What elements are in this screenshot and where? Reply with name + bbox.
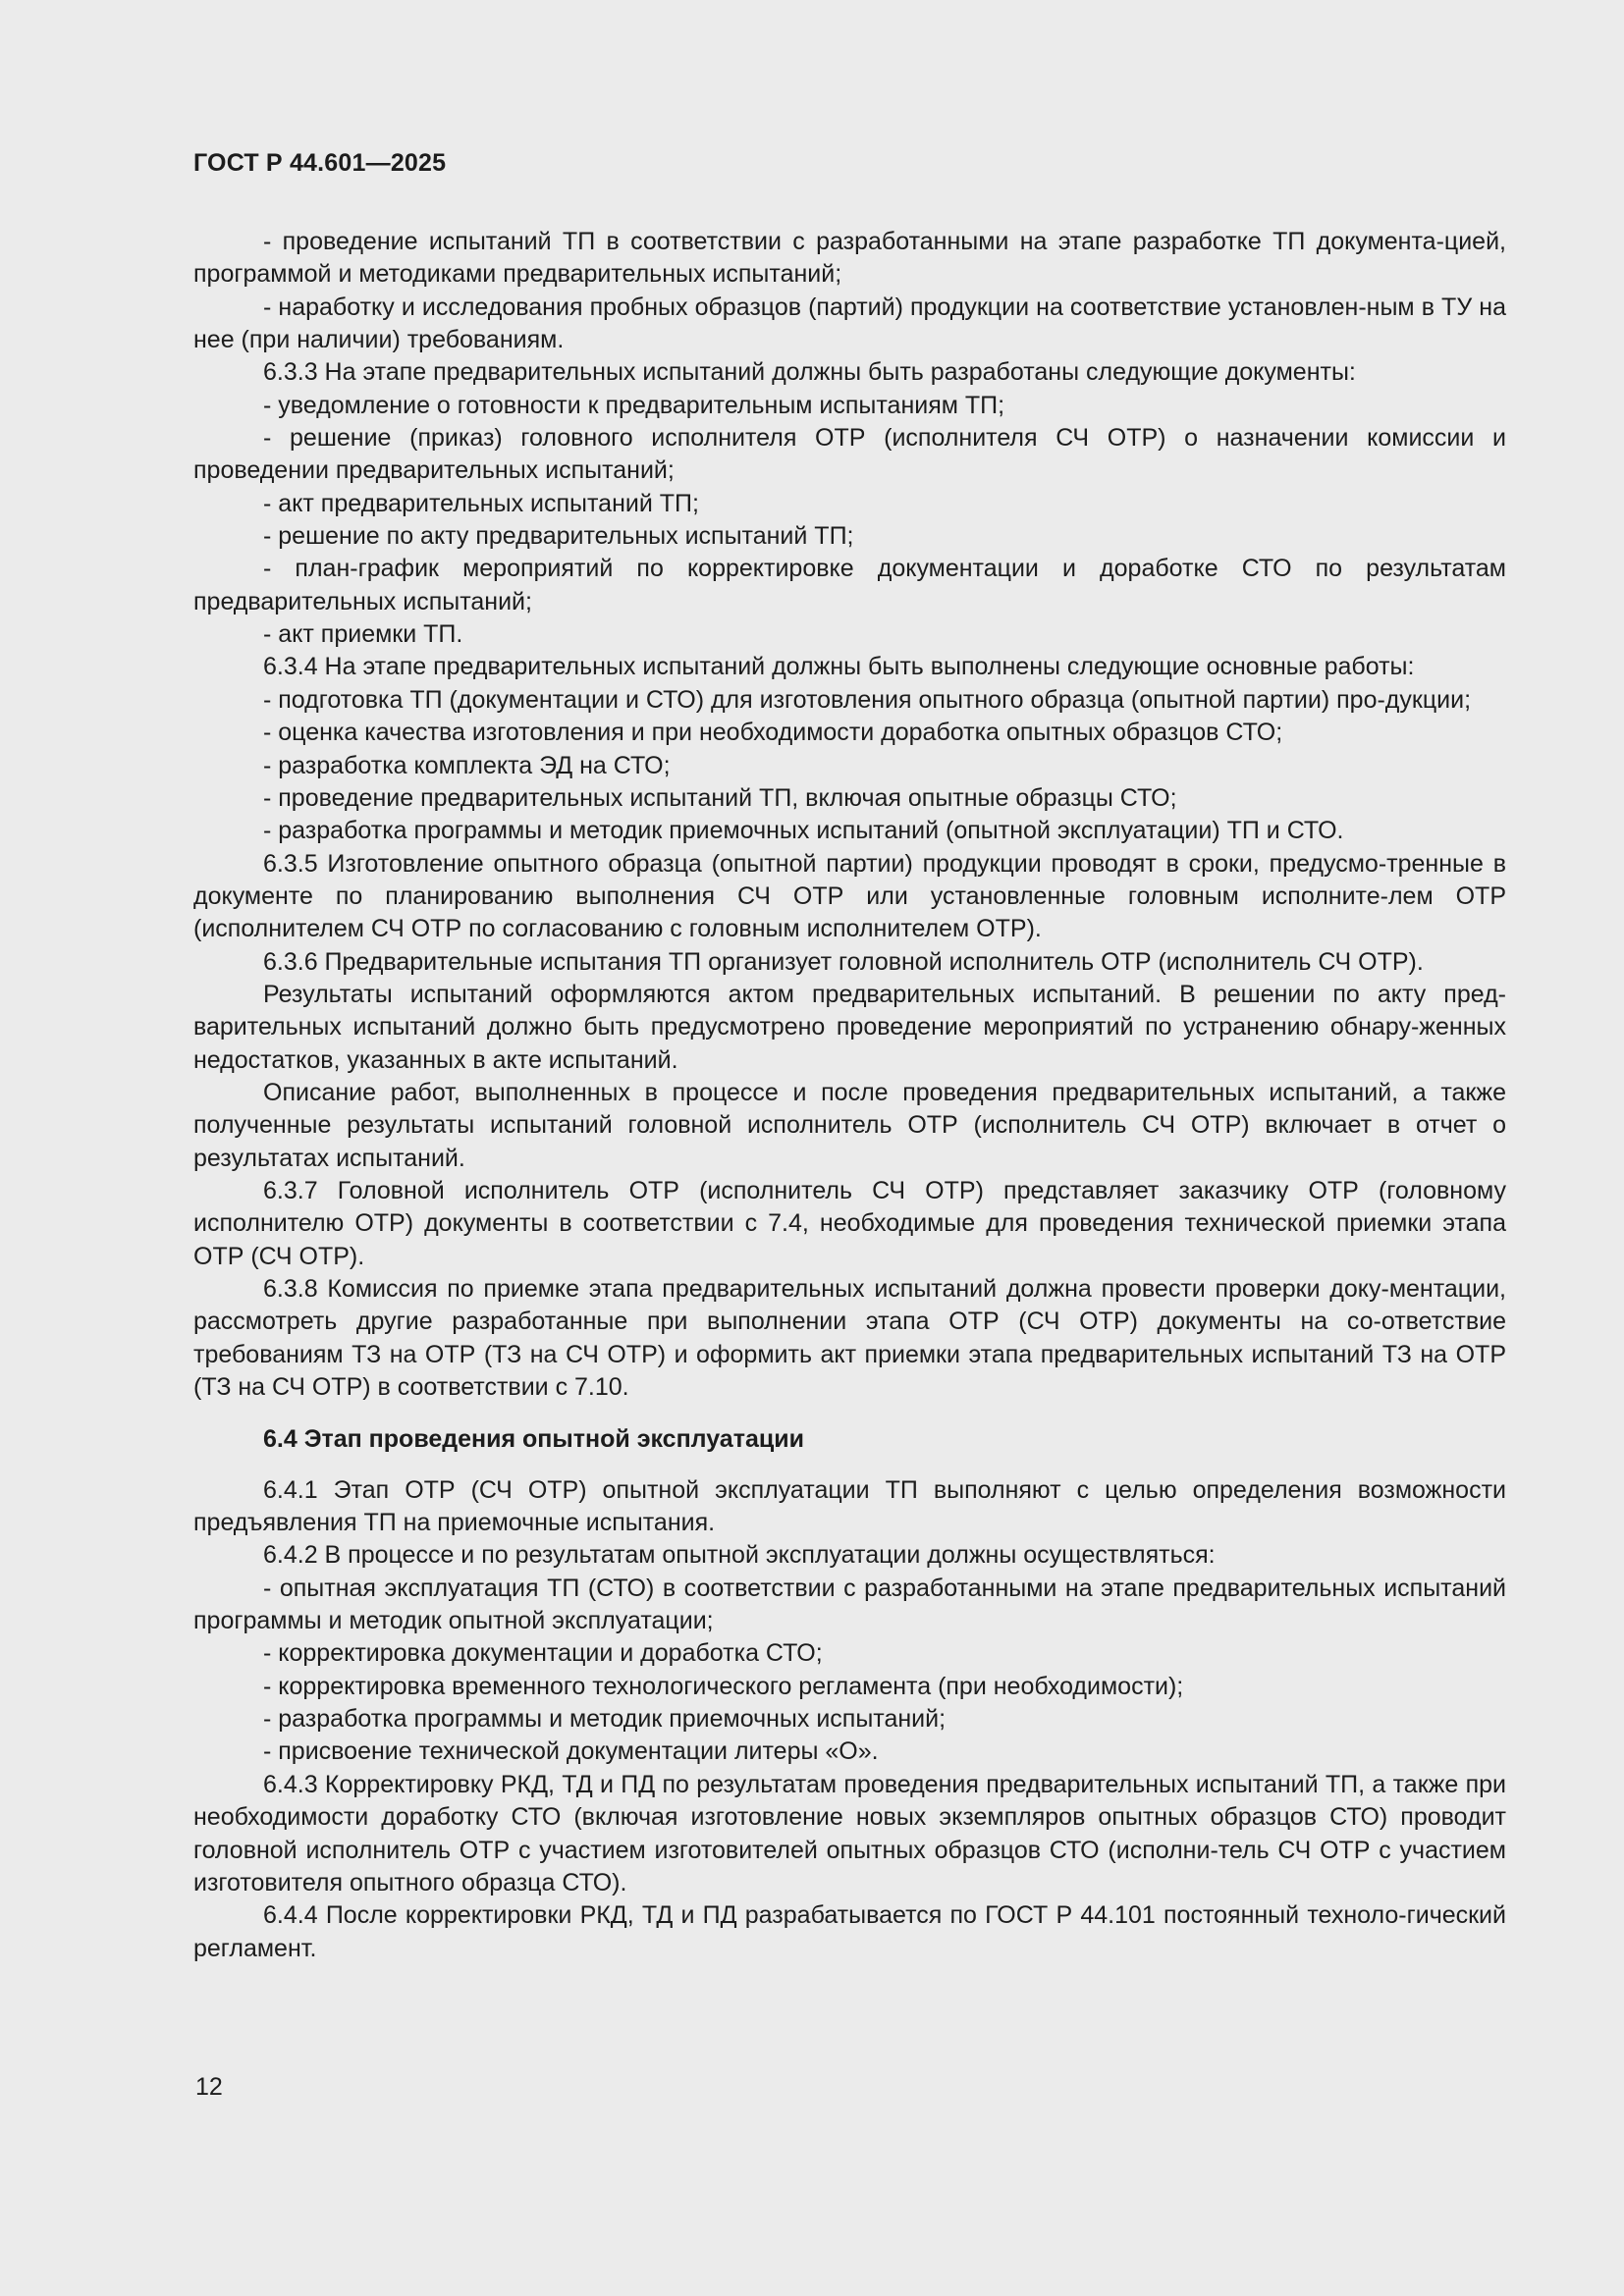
paragraph: - проведение испытаний ТП в соответствии с разработанными на этапе разработке ТП документа-цией, программой и методиками предварительных испытаний; xyxy=(193,228,1506,289)
paragraph: - проведение предварительных испытаний ТП, включая опытные образцы СТО; xyxy=(263,783,1177,812)
paragraph: 6.4.4 После корректировки РКД, ТД и ПД разрабатывается по ГОСТ Р 44.101 постоянный техноло-гический регламент. xyxy=(193,1901,1506,1962)
paragraph: - подготовка ТП (документации и СТО) для изготовления опытного образца (опытной партии) про-дукции; xyxy=(263,685,1472,714)
paragraph: - разработка комплекта ЭД на СТО; xyxy=(263,751,671,779)
paragraph: Результаты испытаний оформляются актом предварительных испытаний. В решении по акту пред-варительных испытаний должно быть предусмотрено проведение мероприятий по устранению обнару-женных недостатков, указанных в акте испытаний. xyxy=(193,980,1506,1074)
paragraph: 6.4.2 В процессе и по результатам опытной эксплуатации должны осуществляться: xyxy=(263,1541,1216,1570)
section-6-3-continued xyxy=(193,226,1506,1404)
paragraph: 6.3.3 На этапе предварительных испытаний должны быть разработаны следующие документы: xyxy=(263,358,1356,387)
section-6-4 xyxy=(193,1474,1506,1965)
paragraph: 6.3.7 Головной исполнитель ОТР (исполнитель СЧ ОТР) представляет заказчику ОТР (головному исполнителю ОТР) документы в соответствии с 7.4, необходимые для проведения технической приемки этапа ОТР (СЧ ОТР). xyxy=(193,1176,1506,1270)
paragraph: - корректировка временного технологического регламента (при необходимости); xyxy=(263,1672,1184,1700)
paragraph: - присвоение технической документации литеры «О». xyxy=(263,1737,879,1766)
paragraph: - наработку и исследования пробных образцов (партий) продукции на соответствие установлен-ным в ТУ на нее (при наличии) требованиям. xyxy=(193,293,1506,354)
paragraph: 6.4.1 Этап ОТР (СЧ ОТР) опытной эксплуатации ТП выполняют с целью определения возможности предъявления ТП на приемочные испытания. xyxy=(193,1475,1506,1537)
paragraph: - уведомление о готовности к предварительным испытаниям ТП; xyxy=(263,391,1005,419)
paragraph: 6.3.6 Предварительные испытания ТП организует головной исполнитель ОТР (исполнитель СЧ ОТР). xyxy=(263,947,1424,976)
paragraph: - корректировка документации и доработка СТО; xyxy=(263,1639,823,1668)
paragraph: - акт предварительных испытаний ТП; xyxy=(263,489,699,517)
paragraph: - разработка программы и методик приемочных испытаний (опытной эксплуатации) ТП и СТО. xyxy=(263,817,1344,845)
paragraph: Описание работ, выполненных в процессе и после проведения предварительных испытаний, а также полученные результаты испытаний головной исполнитель ОТР (исполнитель СЧ ОТР) включает в отчет о результатах испытаний. xyxy=(193,1078,1506,1172)
section-heading: 6.4 Этап проведения опытной эксплуатации xyxy=(263,1425,804,1454)
paragraph: - разработка программы и методик приемочных испытаний; xyxy=(263,1705,947,1734)
document-body xyxy=(193,226,1506,1965)
paragraph: 6.3.5 Изготовление опытного образца (опытной партии) продукции проводят в сроки, предусмо-тренные в документе по планированию выполнения СЧ ОТР или установленные головным исполните-лем ОТР (исполнителем СЧ ОТР по согласованию с головным исполнителем ОТР). xyxy=(193,849,1506,943)
paragraph: - оценка качества изготовления и при необходимости доработка опытных образцов СТО; xyxy=(263,719,1283,747)
paragraph: 6.3.8 Комиссия по приемке этапа предварительных испытаний должна провести проверки доку-ментации, рассмотреть другие разработанные при выполнении этапа ОТР (СЧ ОТР) документы на со-ответствие требованиям ТЗ на ОТР (ТЗ на СЧ ОТР) и оформить акт приемки этапа предварительных испытаний ТЗ на ОТР (ТЗ на СЧ ОТР) в соответствии с 7.10. xyxy=(193,1275,1506,1402)
paragraph: 6.3.4 На этапе предварительных испытаний должны быть выполнены следующие основные работы: xyxy=(263,653,1415,681)
paragraph: - план-график мероприятий по корректировке документации и доработке СТО по результатам предварительных испытаний; xyxy=(193,555,1506,615)
paragraph: - решение по акту предварительных испытаний ТП; xyxy=(263,522,854,551)
paragraph: - опытная эксплуатация ТП (СТО) в соответствии с разработанными на этапе предварительных испытаний программы и методик опытной эксплуатации; xyxy=(193,1574,1506,1635)
document-header: ГОСТ Р 44.601—2025 xyxy=(193,149,447,177)
paragraph: - решение (приказ) головного исполнителя ОТР (исполнителя СЧ ОТР) о назначении комиссии и проведении предварительных испытаний; xyxy=(193,424,1506,485)
paragraph: 6.4.3 Корректировку РКД, ТД и ПД по результатам проведения предварительных испытаний ТП, а также при необходимости доработку СТО (включая изготовление новых экземпляров опытных образцов СТО) проводит головной исполнитель ОТР с участием изготовителей опытных образцов СТО (исполни-тель СЧ ОТР с участием изготовителя опытного образца СТО). xyxy=(193,1770,1506,1896)
paragraph: - акт приемки ТП. xyxy=(263,620,463,649)
page-number: 12 xyxy=(195,2073,223,2101)
